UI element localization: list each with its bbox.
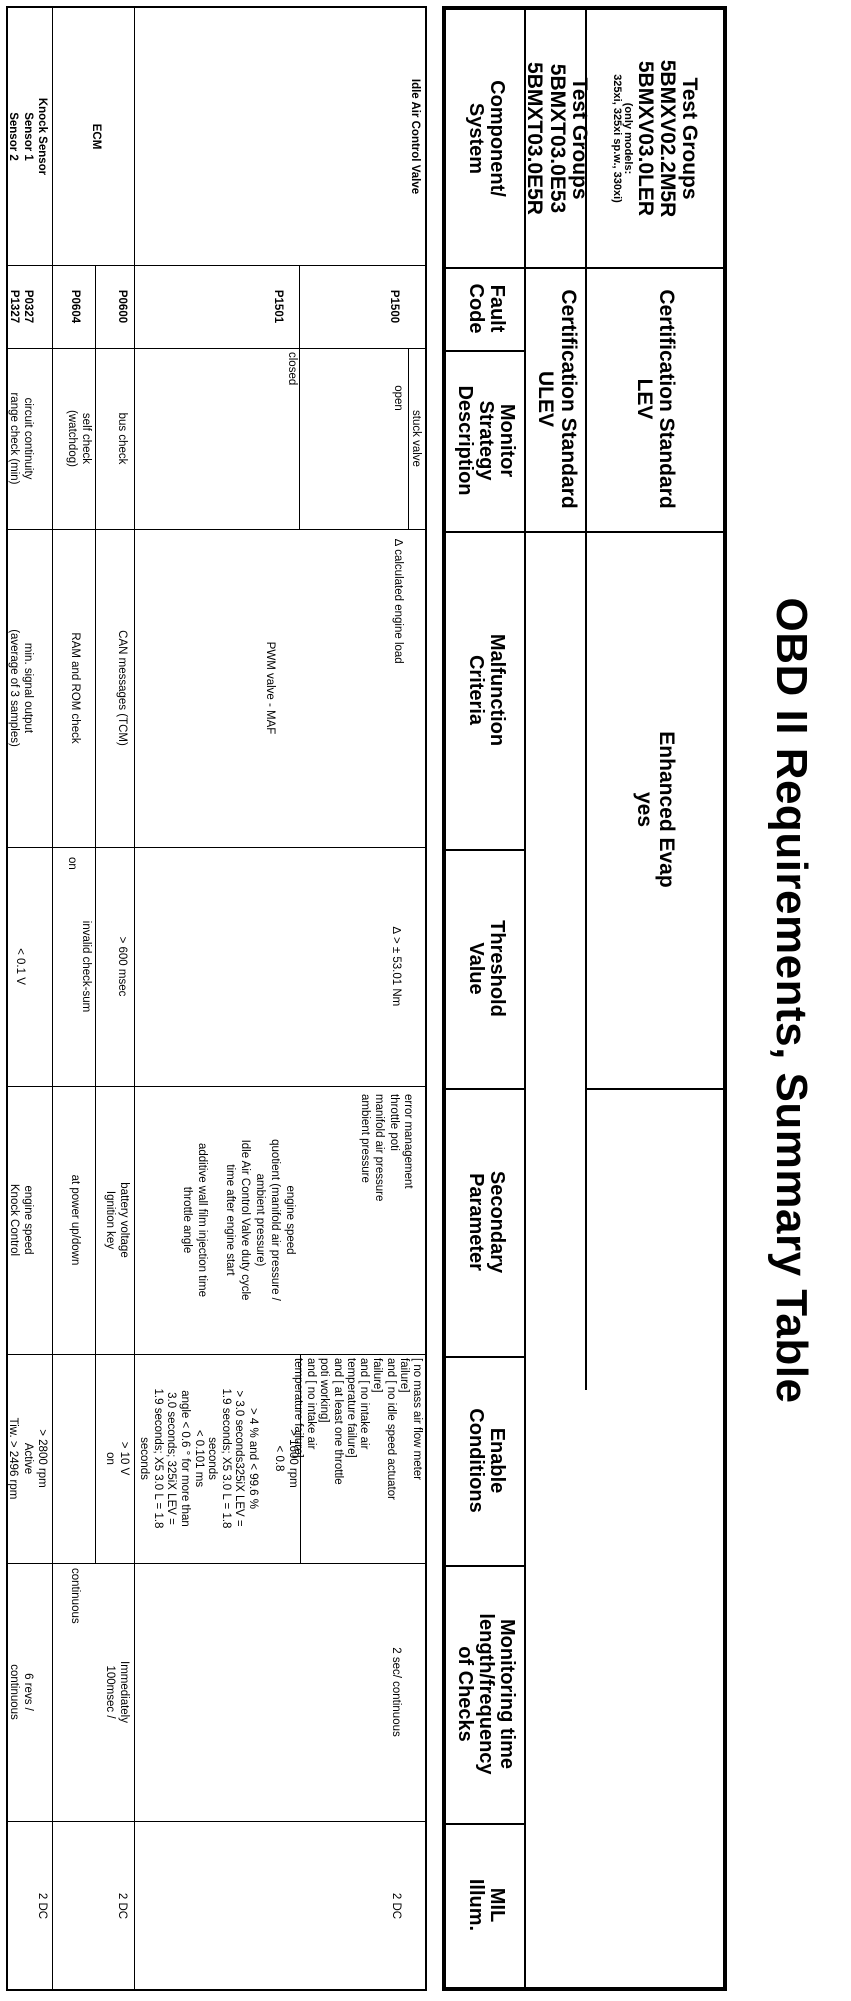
col-header-text: Value xyxy=(465,942,487,995)
enable-line xyxy=(259,1354,272,1563)
col-header-text: Malfunction xyxy=(486,633,508,747)
p1500-enable xyxy=(291,1358,423,1563)
col-header-text: Fault xyxy=(486,284,508,333)
certification-lev xyxy=(587,267,723,531)
monitoring-line: 100msec / xyxy=(103,1665,116,1719)
p1500-criteria: ∆ calculated engine load xyxy=(392,539,404,664)
secondary-line: engine speed xyxy=(22,1185,34,1255)
monitoring-line: 6 revs / xyxy=(22,1673,34,1711)
p0600-strategy: bus check xyxy=(116,412,128,465)
enable-line: > 1600 rpm xyxy=(287,1429,299,1488)
p0600-criteria: CAN messages (TCM) xyxy=(116,630,128,746)
p1501-code: P1501 xyxy=(272,289,284,324)
p0600-secondary xyxy=(102,1086,131,1354)
enable-line: and [ no idle speed actuator xyxy=(384,1358,397,1500)
p0604-criteria: RAM and ROM check xyxy=(69,632,81,744)
p1500-code: P1500 xyxy=(388,289,400,324)
fault-code: P1327 xyxy=(7,289,20,324)
enable-line: angle < 0.6 ° for more than xyxy=(179,1390,192,1527)
enable-line: and [ no intake air xyxy=(305,1358,318,1450)
col-header-fault-code xyxy=(446,267,526,350)
col-header-text: length/frequency xyxy=(475,1613,498,1775)
col-header-text: Monitor xyxy=(496,403,519,478)
knock-enable xyxy=(6,1354,49,1563)
enable-line: seconds xyxy=(206,1437,219,1480)
p1500-secondary xyxy=(358,1094,416,1349)
p0604-threshold xyxy=(64,847,93,1086)
strategy-line: (watchdog) xyxy=(65,410,78,467)
enhanced-evap-label: Enhanced Evap xyxy=(655,731,679,888)
col-header-text: Secondary xyxy=(486,1170,508,1274)
secondary-line: Idle Air Control Valve duty cycle xyxy=(239,1139,252,1301)
cert-standard-label: Certification Standard xyxy=(655,289,679,509)
enable-line: temperature failure] xyxy=(344,1358,357,1458)
col-header-secondary xyxy=(446,1088,526,1356)
col-header-text: System xyxy=(465,102,487,175)
enable-line: < 0.8 xyxy=(273,1445,286,1472)
enable-line: seconds xyxy=(138,1437,151,1480)
p0600-monitoring xyxy=(102,1563,131,1821)
p0600-enable xyxy=(102,1354,131,1563)
test-groups-secondary xyxy=(523,10,591,267)
enhanced-evap xyxy=(587,531,723,1088)
secondary-line: throttle angle xyxy=(181,1186,194,1254)
threshold-line: on xyxy=(65,857,78,870)
knock-monitoring xyxy=(6,1563,35,1821)
secondary-line: quotient (manifold air pressure / xyxy=(269,1139,282,1301)
secondary-line: Ignition key xyxy=(103,1190,116,1250)
secondary-line: additive wall film injection time xyxy=(196,1142,209,1298)
only-models-label: (only models: xyxy=(622,102,635,175)
component-line: Sensor 2 xyxy=(7,112,20,161)
col-header-text: Monitoring time xyxy=(496,1619,519,1769)
secondary-line: error management xyxy=(402,1094,414,1189)
test-group-code: 5BMXT03.0E53 xyxy=(545,63,569,214)
col-header-mil xyxy=(446,1823,526,1987)
enable-line: and [ at least one throttle xyxy=(331,1358,344,1485)
p0604-monitoring: continuous xyxy=(69,1568,81,1624)
test-group-code: 5BMXT03.0E5R xyxy=(523,62,547,215)
p0604-strategy xyxy=(64,348,93,529)
test-group-code: 5BMXV02.2M5R xyxy=(655,59,679,218)
iacv-stuck-valve: stuck valve xyxy=(410,410,422,467)
knock-strategy xyxy=(6,348,35,529)
cert-standard-value: ULEV xyxy=(534,370,558,427)
p0600-threshold: > 600 msec xyxy=(116,936,128,997)
component-line: Knock Sensor xyxy=(36,97,48,176)
enable-line: Active xyxy=(21,1442,34,1475)
secondary-line: throttle poti xyxy=(387,1094,400,1151)
enable-line: [ no mass air flow meter xyxy=(411,1358,423,1481)
col-header-text: of Checks xyxy=(454,1646,477,1742)
p1501-secondary xyxy=(179,1086,297,1354)
col-header-text: MIL xyxy=(486,1887,508,1923)
p1500-monitoring: 2 sec/ continuous xyxy=(390,1647,402,1737)
p1500-threshold: ∆ > ± 53.01 Nm xyxy=(390,926,402,1007)
test-groups-primary xyxy=(587,10,723,267)
enhanced-evap-value: yes xyxy=(633,791,656,828)
col-header-monitoring-time xyxy=(446,1565,526,1823)
col-header-text: Strategy xyxy=(475,400,498,481)
strategy-line: range check (min) xyxy=(7,392,20,485)
strategy-line: self check xyxy=(80,412,92,465)
secondary-line: time after engine start xyxy=(224,1164,237,1276)
p1500-mil: 2 DC xyxy=(390,1892,402,1920)
col-header-text: Threshold xyxy=(486,920,508,1017)
col-header-text: Component/ xyxy=(486,80,508,197)
p1500-strategy: open xyxy=(392,385,404,411)
requirements-table-body xyxy=(6,6,427,1991)
secondary-line xyxy=(209,1086,222,1354)
col-header-text: Code xyxy=(465,283,487,334)
enable-line: Tiw. > 2496 rpm xyxy=(7,1417,20,1500)
monitoring-line: continuous xyxy=(7,1664,20,1720)
knock-secondary xyxy=(6,1086,35,1354)
criteria-line: (average of 3 samples) xyxy=(7,629,20,747)
enable-line: and [ no intake air xyxy=(358,1358,371,1450)
knock-criteria xyxy=(6,529,35,847)
enable-line: poti working] xyxy=(318,1358,331,1423)
secondary-line: ambient pressure) xyxy=(254,1173,267,1267)
knock-threshold: < 0.1 V xyxy=(14,948,26,985)
enable-line: > 3.0 seconds325iX LEV = xyxy=(233,1390,246,1527)
enable-line: failure] xyxy=(397,1358,410,1393)
knock-codes xyxy=(6,265,35,348)
p0600-code: P0600 xyxy=(116,289,128,324)
enable-line: failure] xyxy=(371,1358,384,1393)
col-header-text: Conditions xyxy=(465,1408,487,1513)
cert-standard-value: LEV xyxy=(633,378,656,420)
component-line: Sensor 1 xyxy=(21,112,34,161)
fault-code: P0327 xyxy=(22,289,34,324)
secondary-line: Knock Control xyxy=(7,1183,20,1257)
col-header-text: Enable xyxy=(486,1427,508,1494)
secondary-line: battery voltage xyxy=(118,1182,130,1258)
col-header-threshold xyxy=(446,849,526,1088)
ecm-component: ECM xyxy=(90,123,102,150)
header-box xyxy=(442,6,727,1991)
p0600-mil: 2 DC xyxy=(116,1892,128,1920)
page-title: OBD II Requirements, Summary Table xyxy=(767,597,816,1404)
secondary-line: ambient pressure xyxy=(358,1094,371,1183)
enable-line: 1.9 seconds; X5 3.0 L = 1.8 xyxy=(219,1388,232,1529)
p1501-enable xyxy=(137,1354,299,1563)
iacv-component: Idle Air Control Valve xyxy=(409,78,421,195)
only-models-list: 325xi, 325xi sp.w., 330xi) xyxy=(610,74,623,203)
col-header-text: Description xyxy=(454,385,477,496)
test-group-code: 5BMXV03.0LER xyxy=(633,60,657,217)
col-header-text: Parameter xyxy=(465,1173,487,1271)
col-header-malfunction xyxy=(446,531,526,849)
enable-line: on xyxy=(103,1452,116,1465)
col-header-component xyxy=(446,10,526,267)
p0604-secondary: at power up/down xyxy=(69,1174,81,1266)
enable-line: 1.9 seconds; X5 3.0 L = 1.8 xyxy=(151,1388,164,1529)
p0604-code: P0604 xyxy=(69,289,81,324)
enable-line: > 4 % and < 99.6 % xyxy=(246,1407,259,1510)
col-header-monitor-strategy xyxy=(446,350,526,531)
test-groups-label: Test Groups xyxy=(677,77,701,200)
knock-sensor-component xyxy=(6,8,49,265)
enable-line: 3.0 seconds; 325iX LEV = xyxy=(165,1392,178,1525)
cert-standard-label: Certification Standard xyxy=(556,289,580,509)
test-groups-label: Test Groups xyxy=(567,77,591,200)
p1501-criteria: PWM valve - MAF xyxy=(264,641,276,735)
strategy-line: circuit continuity xyxy=(22,397,34,480)
enable-line: > 10 V xyxy=(118,1441,130,1476)
enable-line: temperature failure] xyxy=(292,1358,305,1458)
criteria-line: min. signal output xyxy=(22,642,34,734)
enable-line: > 2800 rpm xyxy=(36,1429,48,1488)
monitoring-line: Immediately xyxy=(118,1661,130,1723)
secondary-line: engine speed xyxy=(284,1185,296,1255)
p1501-strategy: closed xyxy=(286,352,298,386)
col-header-text: Criteria xyxy=(465,654,487,726)
threshold-line: invalid check-sum xyxy=(80,920,92,1013)
knock-mil: 2 DC xyxy=(36,1892,48,1920)
col-header-text: Illum. xyxy=(465,1878,487,1932)
certification-ulev xyxy=(526,267,587,531)
enable-line: < 0.101 ms xyxy=(192,1429,205,1488)
col-header-enable xyxy=(446,1356,526,1565)
secondary-line: manifold air pressure xyxy=(373,1094,386,1202)
